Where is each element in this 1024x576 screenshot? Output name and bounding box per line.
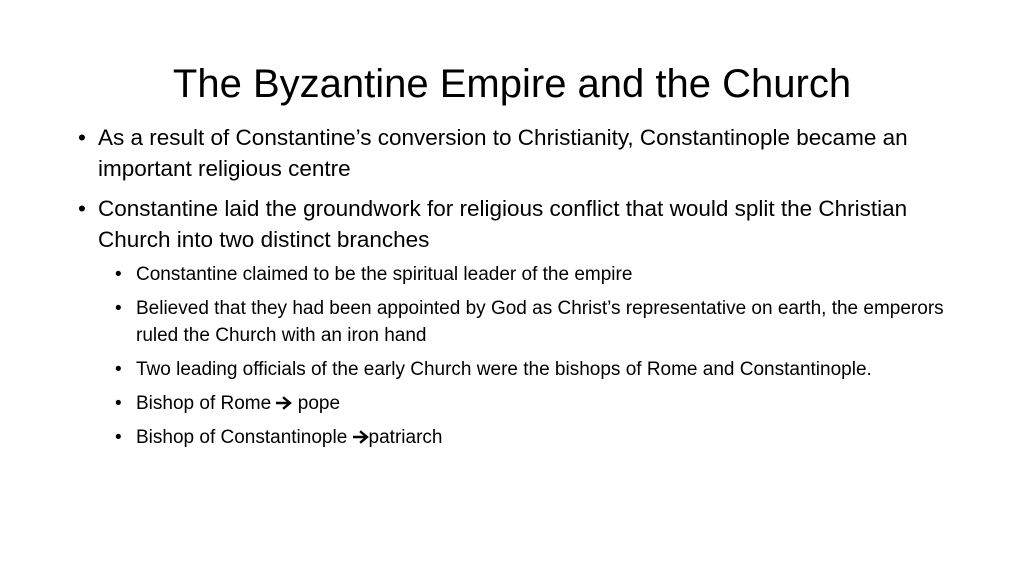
bullet-text: As a result of Constantine’s conversion to Christianity, Constantinople became an important religious centre bbox=[98, 125, 908, 181]
sub-bullet-text-before: Bishop of Constantinople bbox=[136, 427, 353, 448]
sub-bullet-item bbox=[115, 424, 958, 451]
arrow-right-icon bbox=[353, 430, 369, 444]
bullet-dot: • bbox=[115, 427, 122, 448]
sub-bullet-list bbox=[115, 261, 958, 451]
sub-bullet-text: Two leading officials of the early Church were the bishops of Rome and Constantinople. bbox=[136, 359, 872, 380]
sub-bullet-item bbox=[115, 295, 958, 349]
bullet-dot: • bbox=[115, 298, 122, 319]
bullet-dot: • bbox=[115, 264, 122, 285]
bullet-item bbox=[78, 193, 958, 451]
sub-bullet-text-after: patriarch bbox=[368, 427, 443, 448]
bullet-dot: • bbox=[78, 196, 86, 221]
sub-bullet-item bbox=[115, 261, 958, 288]
sub-bullet-text-after: pope bbox=[292, 393, 341, 414]
bullet-list bbox=[78, 122, 958, 460]
bullet-dot: • bbox=[115, 359, 122, 380]
sub-bullet-text: Constantine claimed to be the spiritual leader of the empire bbox=[136, 264, 633, 285]
slide-title: The Byzantine Empire and the Church bbox=[172, 62, 852, 106]
bullet-dot: • bbox=[78, 125, 86, 150]
bullet-dot: • bbox=[115, 393, 122, 414]
bullet-text: Constantine laid the groundwork for religious conflict that would split the Christian Church into two distinct branches bbox=[98, 196, 908, 252]
bullet-item bbox=[78, 122, 958, 184]
sub-bullet-item bbox=[115, 390, 958, 417]
arrow-right-icon bbox=[276, 396, 292, 410]
sub-bullet-text: Believed that they had been appointed by God as Christ’s representative on earth, the emperors ruled the Church with an iron hand bbox=[136, 298, 944, 346]
sub-bullet-text-before: Bishop of Rome bbox=[136, 393, 277, 414]
sub-bullet-item bbox=[115, 356, 958, 383]
